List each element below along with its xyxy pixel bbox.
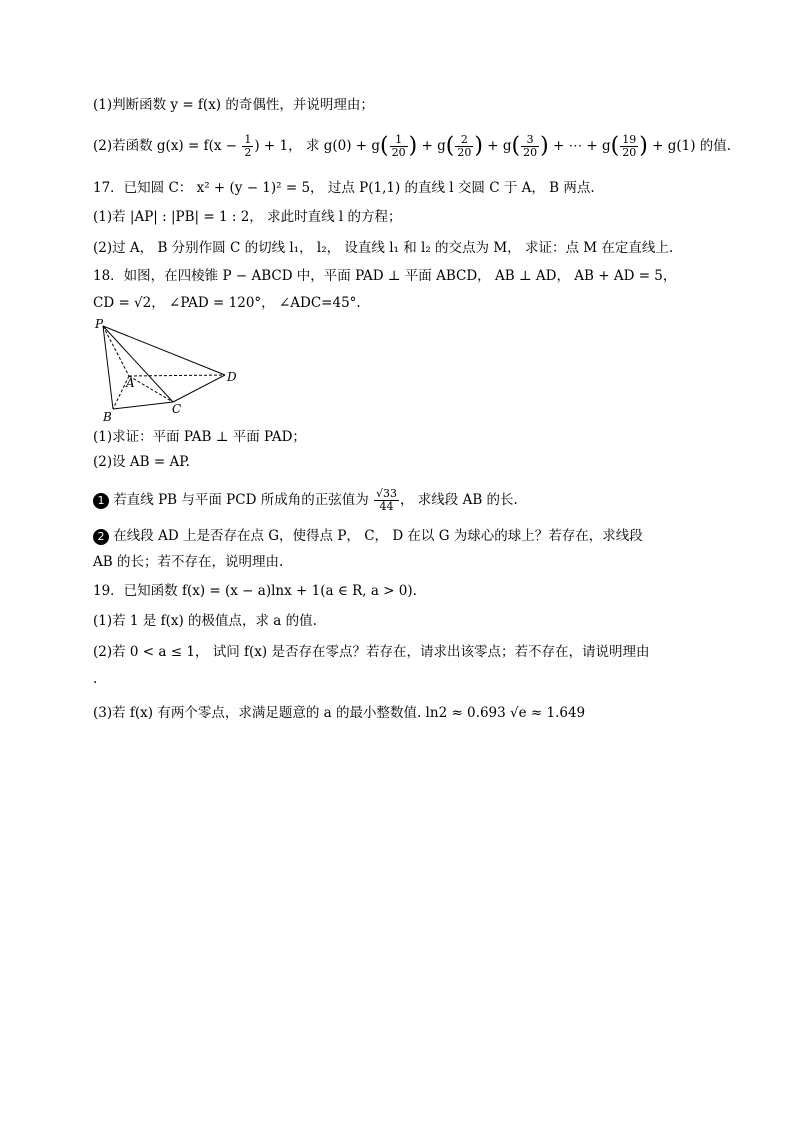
problem16-part1: (1)判断函数 y = f(x) 的奇偶性，并说明理由； xyxy=(93,97,374,113)
problem19-part3: (3)若 f(x) 有两个零点，求满足题意的 a 的最小整数值. ln2 ≈ 0.693 √e ≈ 1.649 xyxy=(93,705,586,721)
frac-den: 20 xyxy=(457,146,472,159)
sub1-suffix: ， 求线段 AB 的长. xyxy=(400,492,518,508)
sub1-prefix: 若直线 PB 与平面 PCD 所成角的正弦值为 xyxy=(113,492,369,508)
problem18-stem-line2: CD = √2， ∠PAD = 120°， ∠ADC=45°. xyxy=(93,295,361,311)
circled-number-2: 2 xyxy=(93,529,109,545)
problem19-part1: (1)若 1 是 f(x) 的极值点，求 a 的值. xyxy=(93,613,317,629)
problem19-part2-tail: . xyxy=(93,671,98,687)
vertex-label-c: C xyxy=(172,402,182,416)
problem17-part2: (2)过 A， B 分别作圆 C 的切线 l₁， l₂， 设直线 l₁ 和 l₂ 的交点为 M， 求证：点 M 在定直线上. xyxy=(93,240,674,256)
half-fraction xyxy=(242,134,253,159)
frac-den: 2 xyxy=(244,146,252,159)
p16-q2-mid: ) + 1， 求 g(0) + g xyxy=(254,138,381,154)
frac-num: 2 xyxy=(455,134,473,147)
vertex-label-b: B xyxy=(103,410,112,424)
problem18-part2: (2)设 AB = AP. xyxy=(93,454,190,470)
vertex-label-p: P xyxy=(95,317,104,331)
problem18-sub2-line1 xyxy=(93,526,643,546)
frac-den: 20 xyxy=(523,146,538,159)
fraction-19-20 xyxy=(620,134,638,159)
p16-q2-suffix: + g(1) 的值. xyxy=(652,138,732,154)
problem16-part2: (2)若函数 g(x) = f(x − $\frac{1}{2}$ ) + 1， 求 g(0) + g( $\frac{1}{20}$ ) + g( $\frac{2}{20}$ ) + g( $\frac{3}{20}$ ) + ⋯ + g( $\frac{19}{20}$ ) + g(1) 的值. xyxy=(93,133,732,159)
problem17-part1: (1)若 |AP| : |PB| = 1 : 2， 求此时直线 l 的方程； xyxy=(93,209,402,225)
plus-g: + g xyxy=(421,138,446,154)
problem17-stem: 17．已知圆 C： x² + (y − 1)² = 5， 过点 P(1,1) 的直线 l 交圆 C 于 A， B 两点. xyxy=(93,180,595,196)
frac-num: 1 xyxy=(390,134,408,147)
problem18-part1: (1)求证：平面 PAB ⊥ 平面 PAD； xyxy=(93,429,306,445)
frac-num: 3 xyxy=(521,134,539,147)
fraction-1-20 xyxy=(390,134,408,159)
problem18-stem-line1: 18．如图，在四棱锥 P − ABCD 中，平面 PAD ⊥ 平面 ABCD， AB ⊥ AD， AB + AD = 5， xyxy=(93,268,677,284)
vertex-label-a: A xyxy=(126,376,135,390)
circled-number-1: 1 xyxy=(93,493,109,509)
sub2-text: 在线段 AD 上是否存在点 G，使得点 P， C， D 在以 G 为球心的球上？若存在，求线段 xyxy=(113,528,643,544)
plus-g: + g xyxy=(487,138,512,154)
problem19-part2: (2)若 0 < a ≤ 1， 试问 f(x) 是否存在零点？若存在，请求出该零点；若不存在，请说明理由 xyxy=(93,644,650,660)
frac-den: 20 xyxy=(622,146,637,159)
dots-g: + ⋯ + g xyxy=(552,138,611,154)
frac-den: 44 xyxy=(379,500,394,513)
pyramid-figure xyxy=(93,316,253,426)
fraction-2-20 xyxy=(455,134,473,159)
sine-fraction xyxy=(374,488,399,513)
frac-num: 1 xyxy=(244,133,252,146)
vertex-label-d: D xyxy=(227,370,237,384)
frac-num: 19 xyxy=(622,133,637,146)
problem18-sub2-line2: AB 的长；若不存在，说明理由. xyxy=(93,554,284,570)
fraction-3-20 xyxy=(521,134,539,159)
p16-q2-prefix: (2)若函数 g(x) = f(x − xyxy=(93,138,242,154)
problem19-stem: 19．已知函数 f(x) = (x − a)lnx + 1(a ∈ R, a > 0). xyxy=(93,583,417,599)
frac-num: √33 xyxy=(376,487,398,500)
frac-den: 20 xyxy=(391,146,406,159)
problem18-sub1 xyxy=(93,482,518,518)
